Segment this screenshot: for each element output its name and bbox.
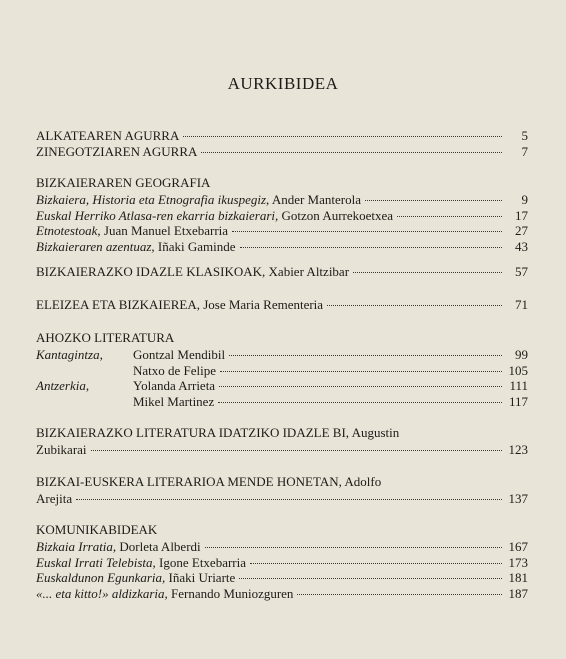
toc-entry-line2[interactable]	[36, 491, 528, 507]
author-name: Ander Manterola	[271, 192, 361, 207]
toc-entry[interactable]	[36, 223, 528, 239]
page-number: 17	[515, 207, 528, 223]
article-title: Bizkaia Irratia,	[36, 539, 117, 554]
dot-leader	[240, 247, 502, 248]
toc-entry[interactable]	[36, 539, 528, 555]
toc-entry[interactable]	[36, 192, 528, 208]
author-name: Iñaki Uriarte	[168, 570, 236, 585]
dot-leader	[232, 231, 502, 232]
dot-leader	[327, 305, 502, 306]
page-number: 187	[508, 585, 528, 601]
section-title: BIZKAIERAZKO IDAZLE KLASIKOAK,	[36, 264, 266, 279]
dot-leader	[201, 152, 502, 153]
toc-entry[interactable]	[36, 555, 528, 571]
page-number: 5	[521, 128, 528, 143]
dot-leader	[220, 371, 502, 372]
toc-entry-line1[interactable]	[36, 474, 528, 491]
author-name: Fernando Muniozguren	[171, 585, 294, 601]
page-number: 111	[509, 378, 528, 393]
dot-leader	[219, 386, 502, 387]
article-title: Bizkaiera, Historia eta Etnografia ikuspegiz,	[36, 192, 270, 207]
article-title: Euskaldunon Egunkaria,	[36, 570, 166, 585]
article-title: «... eta kitto!» aldizkaria,	[36, 585, 168, 601]
page-number: 71	[515, 297, 528, 312]
toc-entry[interactable]	[36, 378, 528, 394]
author-name: Natxo de Felipe	[133, 362, 217, 378]
author-name: Xabier Altzibar	[268, 264, 350, 279]
page-number: 7	[521, 143, 528, 159]
section-heading	[36, 522, 528, 539]
section-title: BIZKAIERAZKO LITERATURA IDATZIKO IDAZLE BI,	[36, 425, 350, 440]
page-number: 137	[508, 490, 528, 506]
author-name: Gontzal Mendibil	[133, 347, 226, 362]
toc-entry[interactable]	[36, 586, 528, 602]
genre-label: Kantagintza,	[36, 347, 103, 362]
page-number: 123	[508, 442, 528, 457]
article-title: Bizkaieraren azentuaz,	[36, 238, 155, 254]
dot-leader	[91, 450, 502, 451]
author-name: Arejita	[36, 490, 73, 506]
page-number: 117	[508, 393, 528, 409]
page-number: 167	[508, 539, 528, 554]
author-name: Mikel Martinez	[133, 393, 215, 409]
toc-entry[interactable]	[36, 239, 528, 255]
dot-leader	[76, 499, 502, 500]
toc-entry[interactable]	[36, 394, 528, 410]
author-name: Zubikarai	[36, 442, 87, 457]
page-number: 57	[515, 264, 528, 279]
author-name: Jose Maria Rementeria	[203, 297, 324, 312]
dot-leader	[297, 594, 502, 595]
author-name: Gotzon Aurrekoetxea	[281, 207, 394, 223]
dot-leader	[218, 402, 502, 403]
toc-entry[interactable]	[36, 128, 528, 144]
page-title: AURKIBIDEA	[227, 74, 339, 93]
toc-entry[interactable]	[36, 264, 528, 281]
page-number: 99	[515, 347, 528, 362]
toc-entry[interactable]	[36, 347, 528, 363]
dot-leader	[365, 200, 502, 201]
section-heading	[36, 175, 528, 192]
toc-entry[interactable]	[36, 570, 528, 586]
genre-label: Antzerkia,	[36, 378, 90, 393]
dot-leader	[397, 216, 502, 217]
section-title: BIZKAIERAREN GEOGRAFIA	[36, 175, 211, 190]
toc-entry[interactable]	[36, 363, 528, 379]
section-title: ELEIZEA ETA BIZKAIEREA,	[36, 297, 200, 312]
page-number: 27	[515, 223, 528, 238]
page-number: 173	[508, 554, 528, 570]
section-title: AHOZKO LITERATURA	[36, 330, 175, 345]
entry-text: ZINEGOTZIAREN AGURRA	[36, 143, 198, 159]
author-name: Juan Manuel Etxebarria	[103, 223, 229, 238]
page-number: 181	[508, 570, 528, 585]
dot-leader	[229, 355, 502, 356]
table-of-contents	[36, 128, 528, 601]
dot-leader	[183, 136, 502, 137]
section-heading	[36, 330, 528, 347]
toc-entry[interactable]	[36, 208, 528, 224]
dot-leader	[250, 563, 502, 564]
page-number: 9	[521, 192, 528, 207]
article-title: Etnotestoak,	[36, 223, 101, 238]
author-name: Iñaki Gaminde	[157, 238, 236, 254]
article-title: Euskal Irrati Telebista,	[36, 554, 156, 570]
article-title: Euskal Herriko Atlasa-ren ekarria bizkaierari,	[36, 207, 279, 223]
dot-leader	[205, 547, 502, 548]
page-number: 105	[508, 362, 528, 378]
author-name: Igone Etxebarria	[159, 554, 247, 570]
author-name: Adolfo	[344, 473, 382, 489]
author-name: Yolanda Arrieta	[133, 378, 216, 393]
section-title: KOMUNIKABIDEAK	[36, 522, 158, 537]
toc-entry[interactable]	[36, 144, 528, 160]
toc-entry-line1[interactable]	[36, 425, 528, 442]
entry-text: ALKATEAREN AGURRA	[36, 128, 180, 143]
author-name: Dorleta Alberdi	[119, 539, 201, 554]
toc-entry[interactable]	[36, 297, 528, 314]
page-number: 43	[515, 238, 528, 254]
dot-leader	[353, 272, 502, 273]
author-name: Augustin	[351, 425, 400, 440]
toc-entry-line2[interactable]	[36, 442, 528, 458]
dot-leader	[239, 578, 502, 579]
section-title: BIZKAI-EUSKERA LITERARIOA MENDE HONETAN,	[36, 473, 342, 489]
